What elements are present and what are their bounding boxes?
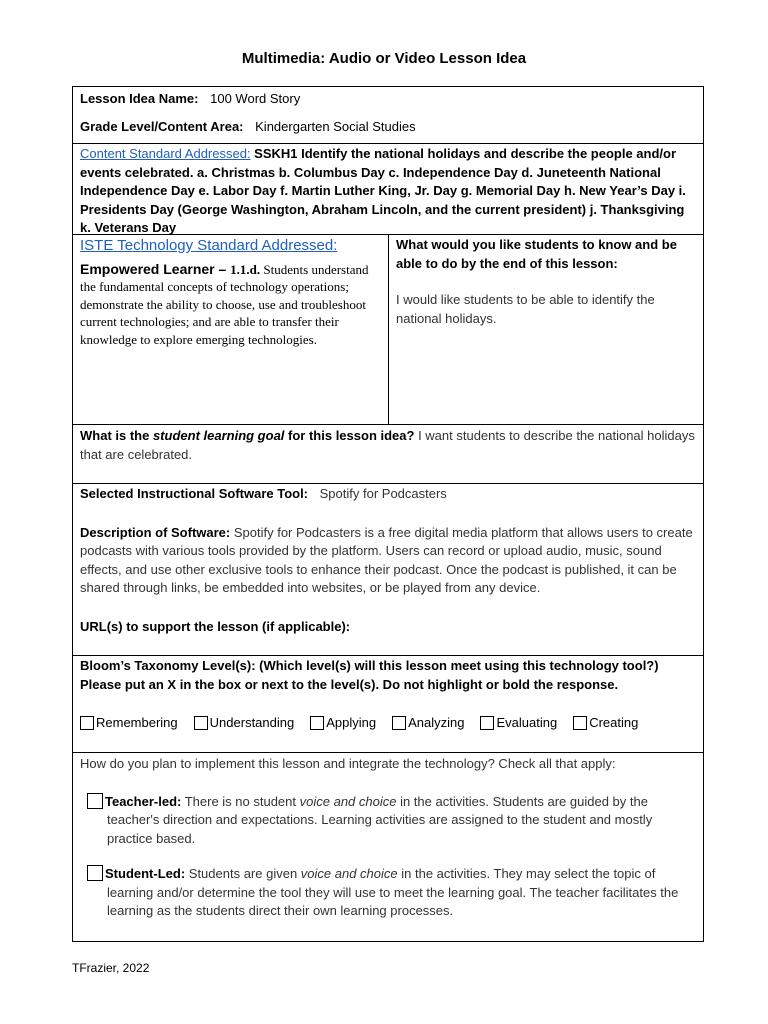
bloom-option-applying[interactable]: Applying (310, 714, 376, 733)
software-tool-line (80, 485, 696, 504)
footer-credit: TFrazier, 2022 (72, 961, 150, 975)
lesson-name-value: 100 Word Story (210, 91, 301, 106)
implement-question: How do you plan to implement this lesson and integrate the technology? Check all that apply: (80, 756, 616, 771)
software-description-label: Description of Software: (80, 524, 231, 540)
lesson-name-label: Lesson Idea Name: (80, 91, 199, 106)
learning-goal-row (73, 425, 703, 484)
iste-cell (73, 235, 389, 424)
implementation-row (73, 753, 703, 940)
software-tool-label: Selected Instructional Software Tool: (80, 486, 309, 501)
bloom-levels (80, 714, 696, 733)
iste-description: Students understand the fundamental concepts of technology operations; demonstrate the ability to choose, use and troubleshoot current technologies; and are able to transfer their knowledge to explore emerging technologies. (80, 261, 369, 347)
grade-level-value: Kindergarten Social Studies (255, 118, 416, 134)
know-question: What would you like students to know and be able to do by the end of this lesson: (396, 237, 677, 271)
checkbox[interactable] (392, 716, 406, 730)
iste-code: 1.1.d. (230, 261, 261, 277)
software-description (80, 524, 696, 598)
grade-level-label: Grade Level/Content Area: (80, 118, 244, 134)
content-standard-text: SSKH1 Identify the national holidays and describe the people and/or events celebrated. a. Christmas b. Columbus Day c. Independence Day d. Juneteenth National Independence Day e. Labor Day f. Martin Luther King, Jr. Day g. Memorial Day h. New Year’s Day i. Presidents Day (George Washington, Abraham Lincoln, and the current president) j. Thanksgiving k. Veterans Day (80, 146, 686, 235)
checkbox[interactable] (310, 716, 324, 730)
content-standard-row (73, 144, 703, 235)
goal-question-italic: student learning goal (152, 428, 285, 443)
checkbox[interactable] (80, 716, 94, 730)
bloom-option-understanding[interactable]: Understanding (194, 714, 295, 733)
software-description-text: Spotify for Podcasters is a free digital media platform that allows users to create podcasts with various tools provided by the platform. Users can record or upload audio, music, sound effects, and use other exclusive tools to enhance their podcast. Once the podcast is published, it can be shared through links, be embedded into websites, or be played from any device. (80, 524, 693, 595)
know-cell (389, 235, 703, 424)
student-led-option: Student-Led: Students are given voice and choice in the activities. They may select the topic of learning and/or determine the tool they will use to meet the learning goal. The teacher facilitates the learning as the students direct their own learning processes. (80, 865, 696, 921)
teacher-led-option: Teacher-led: There is no student voice and choice in the activities. Students are guided by the teacher's direction and expectations. Learning activities are assigned to the student and mostly practice based. (80, 793, 696, 849)
goal-question-part1: What is the (80, 428, 153, 443)
bloom-option-remembering[interactable]: Remembering (80, 714, 178, 733)
bloom-option-creating[interactable]: Creating (573, 714, 638, 733)
know-answer: I would like students to be able to identify the national holidays. (396, 292, 655, 326)
checkbox[interactable] (480, 716, 494, 730)
url-label: URL(s) to support the lesson (if applicable): (80, 618, 351, 634)
goal-answer: I want students to describe the national holidays that are celebrated. (80, 428, 695, 462)
student-led-checkbox[interactable] (87, 865, 103, 881)
bloom-option-analyzing[interactable]: Analyzing (392, 714, 464, 733)
iste-standard-text (80, 261, 381, 349)
iste-heading: Empowered Learner – (80, 260, 231, 277)
teacher-led-checkbox[interactable] (87, 793, 103, 809)
bloom-option-evaluating[interactable]: Evaluating (480, 714, 557, 733)
student-led-label: Student-Led: (105, 866, 186, 881)
content-standard-label[interactable]: Content Standard Addressed: (80, 146, 251, 161)
software-row (73, 484, 703, 656)
checkbox[interactable] (194, 716, 208, 730)
document-title: Multimedia: Audio or Video Lesson Idea (241, 50, 527, 67)
bloom-row (73, 656, 703, 753)
bloom-question: Bloom’s Taxonomy Level(s): (Which level(s) will this lesson meet using this technology tool?) Please put an X in the box or next to the level(s). Do not highlight or bold the response. (80, 658, 659, 692)
iste-standard-label[interactable]: ISTE Technology Standard Addressed: (80, 237, 338, 254)
iste-know-row (73, 235, 703, 425)
lesson-name-line (80, 90, 696, 109)
lesson-form-table (72, 86, 704, 942)
goal-question-part2: for this lesson idea? (284, 428, 415, 443)
teacher-led-label: Teacher-led: (105, 793, 182, 809)
checkbox[interactable] (573, 716, 587, 730)
lesson-info-row (73, 87, 703, 144)
grade-level-line (80, 118, 696, 137)
software-tool-value: Spotify for Podcasters (319, 486, 447, 501)
